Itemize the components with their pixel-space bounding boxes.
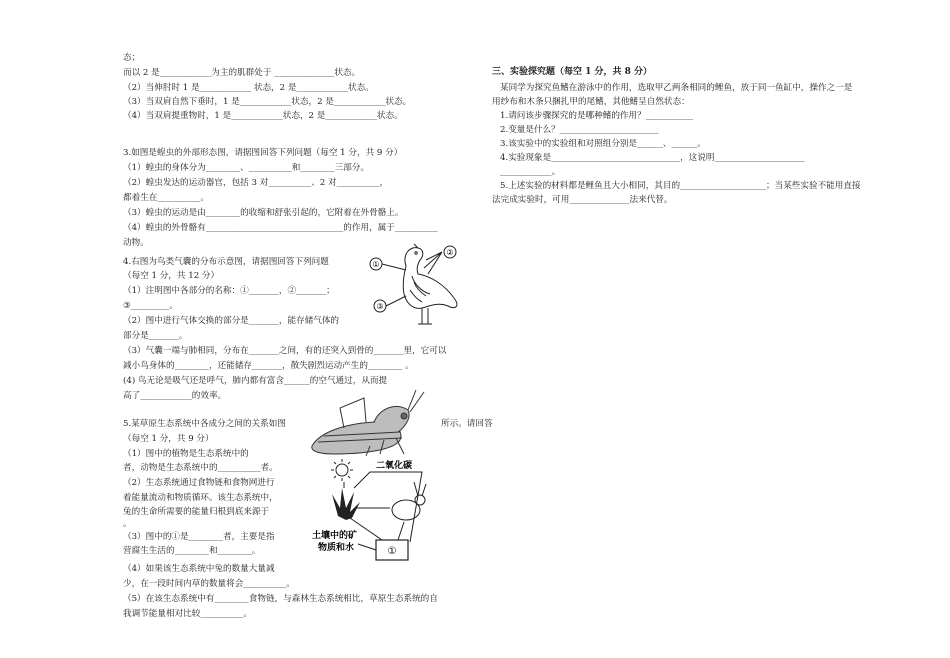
plant-icon <box>332 488 360 520</box>
text-line: 所示。请回答 <box>441 419 493 429</box>
text-line: （1）蝗虫的身体分为________、__________和________三部分。 <box>123 163 370 173</box>
text-line: 某同学为探究鱼鳍在游泳中的作用，选取甲乙两条相同的鲤鱼，放于同一鱼缸中，操作之一是 <box>500 83 853 93</box>
grasshopper-figure <box>304 388 432 458</box>
decomposer-label: ① <box>387 546 397 557</box>
soil-label-line2: 物质和水 <box>318 543 355 553</box>
text-line: （2）图中进行气体交换的部分是_______，能存储气体的 <box>123 316 340 326</box>
text-line: （每空 1 分，共 9 分） <box>123 434 214 444</box>
text-line: （4）当双肩提重物时，1 是____________状态，2 是____________状态。 <box>123 111 403 121</box>
text-line: (4) 鸟无论是吸气还是呼气，肺内都有富含______的空气通过，从而提 <box>123 376 388 386</box>
text-line: （1）图中的植物是生态系统中的 <box>123 449 249 459</box>
bird-label-1: ① <box>372 260 380 269</box>
text-line: （3）气囊一端与肺相同，分布在_______之间，有的还突入到骨的_______里，它可以 <box>123 346 447 356</box>
text-line: 1.请问该步骤探究的是哪种鳍的作用？___________ <box>500 111 693 121</box>
text-line: （1）注明图中各部分的名称：①_______，②_______； <box>123 286 335 296</box>
text-line: 4.实验现象是______________________________，这说明_____________________ <box>500 153 805 163</box>
text-line: （4）蝗虫的外骨骼有________________________________的作用，属于__________ <box>123 223 438 233</box>
text-line: 动物。 <box>123 238 149 248</box>
text-line: ③_________。 <box>123 301 178 311</box>
text-line: （3）当双肩自然下垂时，1 是____________状态，2 是____________状态。 <box>123 97 412 107</box>
bird-label-2: ② <box>446 248 454 257</box>
text-line: 部分是_______。 <box>123 331 188 341</box>
text-line: 3.如图是蝗虫的外部形态图，请据图回答下列问题（每空 1 分，共 9 分） <box>123 148 403 158</box>
text-line: 营腐生生活的________和________。 <box>123 546 261 556</box>
text-line: 5.某草原生态系统中各成分之间的关系如图 <box>123 419 286 429</box>
text-line: 着能量流动和物质循环。该生态系统中， <box>123 493 278 503</box>
text-line: （2）当伸肘时 1 是____________ 状态，2 是____________状态。 <box>123 83 374 93</box>
bird-air-sac-figure <box>366 240 472 332</box>
text-line: 3.该实验中的实验组和对照组分别是______、______。 <box>500 139 706 149</box>
bird-label-3: ③ <box>376 302 384 311</box>
text-line: 兔的生命所需要的能量归根到底来源于 <box>123 507 270 517</box>
section-title: 三、实验探究题（每空 1 分，共 8 分） <box>492 67 653 77</box>
text-line: 而以 2 是____________为主的肌群处于 ______________状态。 <box>123 68 361 78</box>
text-line: 我调节能量相对比较__________。 <box>123 609 252 619</box>
text-line: （2）生态系统通过食物链和食物网进行 <box>123 478 275 488</box>
ecosystem-figure <box>310 458 442 568</box>
text-line: 用纱布和木条只捆扎甲的尾鳍，其他鳍呈自然状态： <box>492 97 690 107</box>
rabbit-icon <box>392 482 426 520</box>
co2-label: 二氧化碳 <box>375 461 413 471</box>
soil-label-line1: 土壤中的矿 <box>312 531 358 541</box>
text-line: 2.变量是什么？_______________________ <box>500 125 659 135</box>
text-line: 。 <box>123 519 132 529</box>
text-line: 态； <box>123 53 141 63</box>
text-line: 5.上述实验的材料都是鲤鱼且大小相同，其目的____________________；当某些实验不能用直接 <box>500 181 861 191</box>
text-line: 者，动物是生态系统中的__________者。 <box>123 463 278 473</box>
text-line: 4.右图为鸟类气囊的分布示意图，请据图回答下列问题 <box>123 257 329 267</box>
text-line: 都着生在__________。 <box>123 193 209 203</box>
text-line: 少，在一段时间内草的数量将会__________。 <box>123 579 295 589</box>
text-line: 减小鸟身体的________，还能储存_______，散失剧烈运动产生的________ 。 <box>123 361 414 371</box>
grasshopper-drawing <box>312 406 409 454</box>
text-line: （3）图中的①是________者，主要是指 <box>123 532 275 542</box>
text-line: 高了____________的效率。 <box>123 391 227 401</box>
text-line: ____________。 <box>500 167 561 177</box>
text-line: （2）蝗虫发达的运动器官，包括 3 对__________、2 对__________， <box>123 178 389 188</box>
text-line: （5）在该生态系统中有________食物链，与森林生态系统相比，草原生态系统的自 <box>123 594 438 604</box>
sun-icon <box>331 459 353 481</box>
text-line: （3）蝗虫的运动是由________的收缩和舒张引起的，它附着在外骨骼上。 <box>123 208 404 218</box>
text-line: （每空 1 分，共 12 分） <box>123 271 220 281</box>
text-line: 法完成实验时，可用______________法来代替。 <box>492 195 673 205</box>
text-line: （4）如果该生态系统中兔的数量大量减 <box>123 564 275 574</box>
